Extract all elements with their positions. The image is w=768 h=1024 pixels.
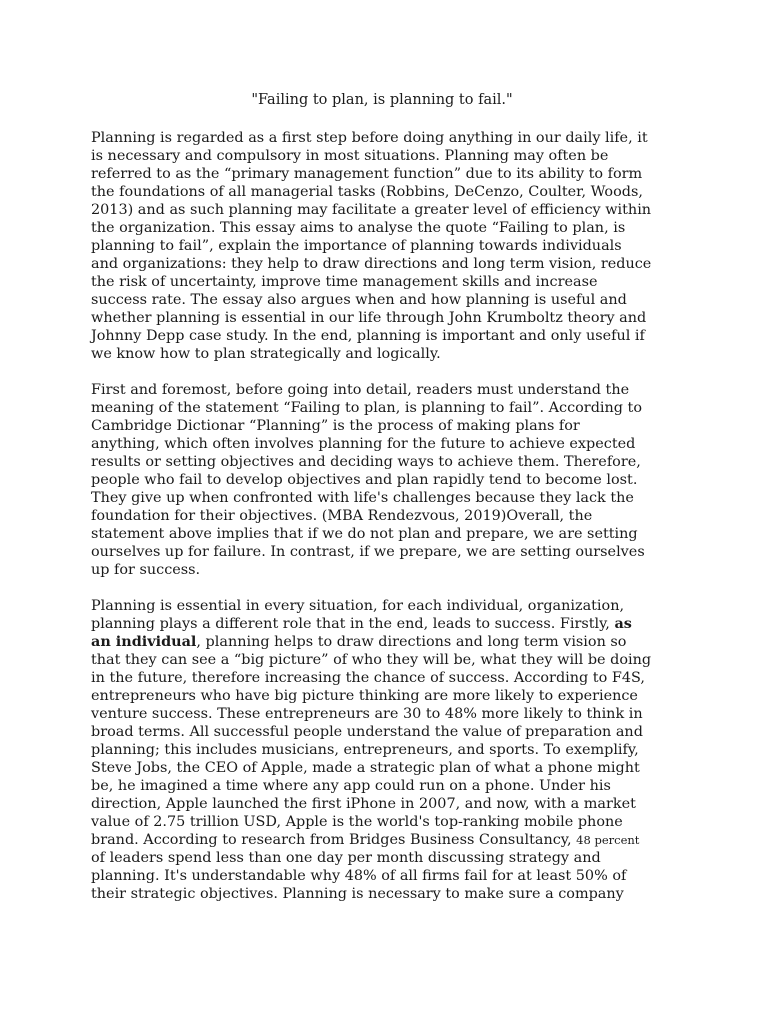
- p1-line-11: whether planning is essential in our life through John Krumboltz theory and: [91, 310, 647, 326]
- p1-line-8: and organizations: they help to draw directions and long term vision, reduce: [91, 256, 652, 272]
- p3-line-2: [91, 615, 632, 633]
- p2-line-11: up for success.: [91, 562, 201, 578]
- p2-line-1: First and foremost, before going into detail, readers must understand the: [91, 382, 630, 398]
- p1-line-2: is necessary and compulsory in most situations. Planning may often be: [91, 148, 609, 164]
- p3-line-11: be, he imagined a time where any app could run on a phone. Under his: [91, 778, 611, 794]
- p3-bold-an-individual: an individual: [91, 633, 197, 650]
- p3-line-12: direction, Apple launched the first iPhone in 2007, and now, with a market: [91, 796, 636, 812]
- essay-title: "Failing to plan, is planning to fail.": [251, 92, 513, 108]
- p2-line-2: meaning of the statement “Failing to plan, is planning to fail”. According to: [91, 400, 643, 416]
- p2-line-6: people who fail to develop objectives and plan rapidly tend to become lost.: [91, 472, 638, 488]
- p2-line-5: results or setting objectives and deciding ways to achieve them. Therefore,: [91, 454, 641, 470]
- p1-line-4: the foundations of all managerial tasks (Robbins, DeCenzo, Coulter, Woods,: [91, 184, 643, 200]
- p3-line-13: value of 2.75 trillion USD, Apple is the world's top-ranking mobile phone: [91, 814, 623, 830]
- p3-line-3-text: , planning helps to draw directions and long term vision so: [196, 634, 627, 650]
- p3-line-4: that they can see a “big picture” of who they will be, what they will be doing: [91, 652, 652, 668]
- p3-line-7: venture success. These entrepreneurs are 30 to 48% more likely to think in: [91, 706, 643, 722]
- p3-line-3: [91, 633, 626, 651]
- p2-line-3: Cambridge Dictionar “Planning” is the process of making plans for: [91, 418, 580, 434]
- p1-line-5: 2013) and as such planning may facilitate a greater level of efficiency within: [91, 202, 652, 218]
- p1-line-13: we know how to plan strategically and logically.: [91, 346, 441, 362]
- p3-small-48-percent: 48 percent: [576, 833, 640, 847]
- p1-line-6: the organization. This essay aims to analyse the quote “Failing to plan, is: [91, 220, 626, 236]
- p1-line-1: Planning is regarded as a first step before doing anything in our daily life, it: [91, 130, 648, 146]
- p3-line-8: broad terms. All successful people understand the value of preparation and: [91, 724, 643, 740]
- p3-bold-as: as: [614, 615, 632, 632]
- p1-line-9: the risk of uncertainty, improve time management skills and increase: [91, 274, 598, 290]
- p3-line-6: entrepreneurs who have big picture thinking are more likely to experience: [91, 688, 638, 704]
- p3-line-10: Steve Jobs, the CEO of Apple, made a strategic plan of what a phone might: [91, 760, 640, 776]
- p3-line-2-text: planning plays a different role that in the end, leads to success. Firstly,: [91, 616, 615, 632]
- p2-line-7: They give up when confronted with life's challenges because they lack the: [91, 490, 634, 506]
- p2-line-8: foundation for their objectives. (MBA Rendezvous, 2019)Overall, the: [91, 508, 593, 524]
- p1-line-12: Johnny Depp case study. In the end, planning is important and only useful if: [91, 328, 645, 344]
- p3-line-16: planning. It's understandable why 48% of all firms fail for at least 50% of: [91, 868, 627, 884]
- p3-line-1: Planning is essential in every situation, for each individual, organization,: [91, 598, 625, 614]
- p2-line-4: anything, which often involves planning for the future to achieve expected: [91, 436, 636, 452]
- p3-line-5: in the future, therefore increasing the chance of success. According to F4S,: [91, 670, 645, 686]
- p3-line-14-text: brand. According to research from Bridges Business Consultancy,: [91, 832, 577, 848]
- p1-line-10: success rate. The essay also argues when and how planning is useful and: [91, 292, 627, 308]
- p3-line-9: planning; this includes musicians, entrepreneurs, and sports. To exemplify,: [91, 742, 639, 758]
- p3-line-15: of leaders spend less than one day per month discussing strategy and: [91, 850, 601, 866]
- p2-line-10: ourselves up for failure. In contrast, if we prepare, we are setting ourselves: [91, 544, 645, 560]
- p3-line-17: their strategic objectives. Planning is necessary to make sure a company: [91, 886, 624, 902]
- p2-line-9: statement above implies that if we do not plan and prepare, we are setting: [91, 526, 638, 542]
- p3-line-14: [91, 831, 639, 849]
- p1-line-7: planning to fail”, explain the importance of planning towards individuals: [91, 238, 622, 254]
- p1-line-3: referred to as the “primary management function” due to its ability to form: [91, 166, 643, 182]
